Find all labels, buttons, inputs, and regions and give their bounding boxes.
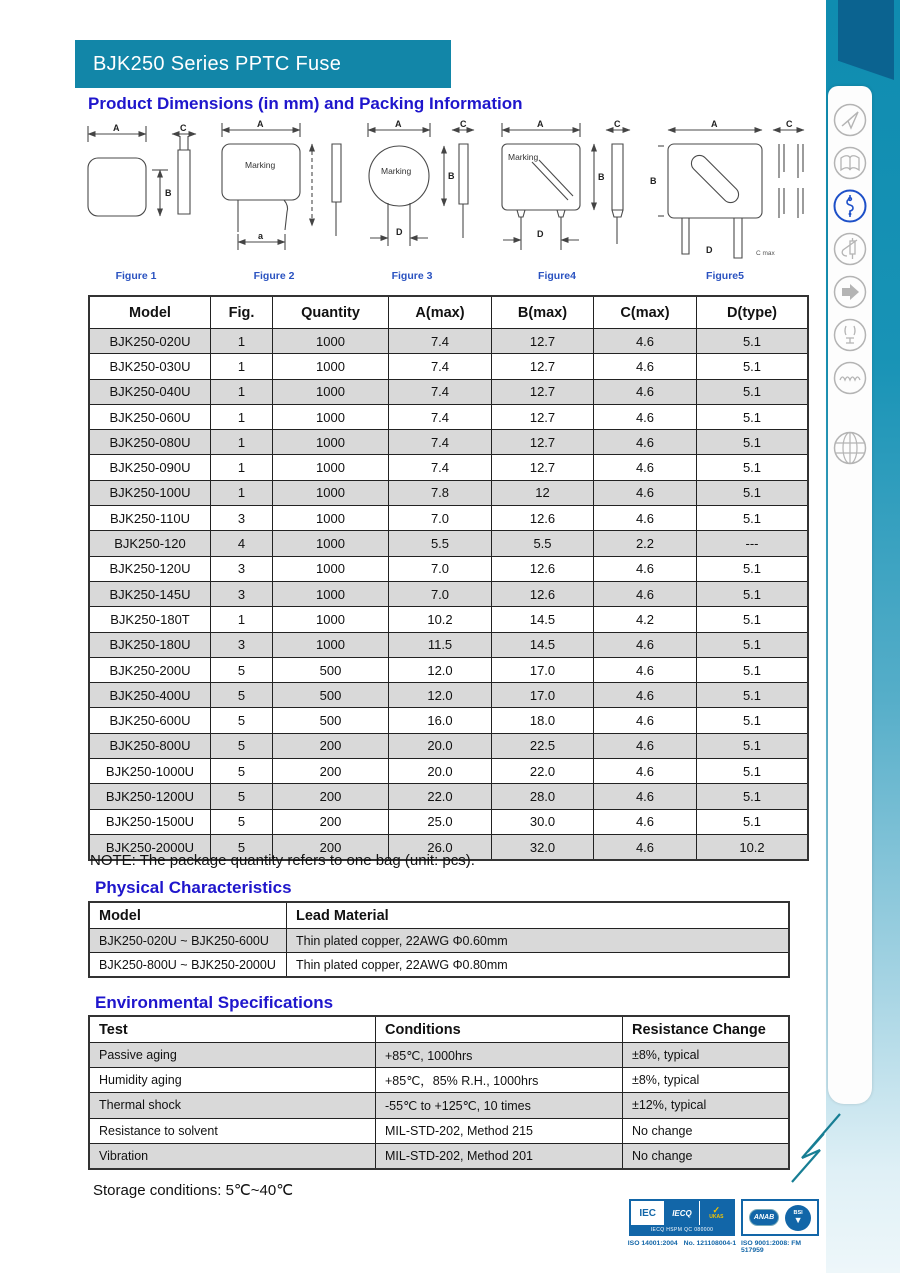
table-cell: 20.0 <box>389 733 492 758</box>
table-cell: 3 <box>211 632 273 657</box>
table-cell: BJK250-180T <box>89 607 211 632</box>
svg-text:a: a <box>258 231 264 241</box>
globe-icon[interactable] <box>833 431 867 465</box>
table-cell: 4.6 <box>594 430 697 455</box>
table-cell: 12.0 <box>389 657 492 682</box>
table-cell: Thermal shock <box>89 1093 376 1118</box>
table-cell: ±8%, typical <box>623 1043 790 1068</box>
sidebar-top-block <box>838 0 894 80</box>
column-header: Lead Material <box>287 902 790 929</box>
table-cell: No change <box>623 1118 790 1143</box>
svg-text:B: B <box>448 171 455 181</box>
table-cell: 22.5 <box>492 733 594 758</box>
column-header: Resistance Change <box>623 1016 790 1043</box>
svg-text:A: A <box>113 123 120 133</box>
table-cell: 10.2 <box>389 607 492 632</box>
table-cell: BJK250-020U ~ BJK250-600U <box>89 929 287 953</box>
table-cell: 18.0 <box>492 708 594 733</box>
table-cell: 3 <box>211 556 273 581</box>
table-row <box>89 1143 789 1169</box>
table-cell: 5.1 <box>697 683 809 708</box>
table-cell: 2.2 <box>594 531 697 556</box>
dimension-figures <box>72 118 812 286</box>
table-cell: BJK250-200U <box>89 657 211 682</box>
figure-4-label: Figure4 <box>538 270 576 282</box>
table-cell: 7.4 <box>389 379 492 404</box>
discharge-tube-icon[interactable] <box>833 318 867 352</box>
table-row <box>89 683 808 708</box>
table-cell: 14.5 <box>492 607 594 632</box>
certification-logos <box>631 1201 733 1225</box>
thermistor-icon[interactable] <box>833 232 867 266</box>
table-cell: BJK250-020U <box>89 329 211 354</box>
svg-text:Marking: Marking <box>508 152 539 162</box>
table-cell: 5 <box>211 784 273 809</box>
table-cell: 1000 <box>273 531 389 556</box>
bsi-logo: BSI ▼ <box>785 1205 811 1231</box>
table-cell: MIL-STD-202, Method 201 <box>376 1143 623 1169</box>
table-cell: 5.1 <box>697 480 809 505</box>
table-cell: 1000 <box>273 455 389 480</box>
table-cell: 5.1 <box>697 354 809 379</box>
table-cell: 5 <box>211 809 273 834</box>
certification-box-right <box>741 1199 819 1236</box>
table-cell: 5.1 <box>697 607 809 632</box>
table-cell: 200 <box>273 784 389 809</box>
table-cell: 7.0 <box>389 506 492 531</box>
figure-2-label: Figure 2 <box>253 270 295 282</box>
header-row <box>89 1016 789 1043</box>
table-cell: 11.5 <box>389 632 492 657</box>
table-row <box>89 455 808 480</box>
figure-2 <box>200 118 348 282</box>
figure-1-drawing <box>72 118 200 268</box>
table-cell: 200 <box>273 834 389 860</box>
table-cell: 5.1 <box>697 708 809 733</box>
table-cell: 4.6 <box>594 354 697 379</box>
table-cell: 1 <box>211 430 273 455</box>
table-cell: 4.6 <box>594 379 697 404</box>
svg-text:D: D <box>537 229 544 239</box>
svg-text:C: C <box>460 119 467 129</box>
svg-text:A: A <box>257 119 264 129</box>
table-cell: 4.6 <box>594 581 697 606</box>
table-cell: 4.6 <box>594 329 697 354</box>
svg-text:A: A <box>395 119 402 129</box>
table-cell: 22.0 <box>492 759 594 784</box>
table-cell: 4.6 <box>594 784 697 809</box>
table-cell: 4.6 <box>594 733 697 758</box>
table-cell: 17.0 <box>492 683 594 708</box>
svg-text:C: C <box>180 123 187 133</box>
table-cell: ±12%, typical <box>623 1093 790 1118</box>
column-header: Quantity <box>273 296 389 329</box>
table-cell: 5.1 <box>697 784 809 809</box>
column-header: C(max) <box>594 296 697 329</box>
packing-info-table <box>88 295 809 861</box>
table-row <box>89 404 808 429</box>
table-cell: 500 <box>273 657 389 682</box>
svg-text:B: B <box>598 172 605 182</box>
table-cell: 5.1 <box>697 759 809 784</box>
table-row <box>89 1068 789 1093</box>
table-cell: 5 <box>211 759 273 784</box>
header-row <box>89 902 789 929</box>
column-header: B(max) <box>492 296 594 329</box>
table-cell: 4.2 <box>594 607 697 632</box>
table-cell: Thin plated copper, 22AWG Φ0.60mm <box>287 929 790 953</box>
figure-3 <box>348 118 476 282</box>
table-cell: 5.1 <box>697 809 809 834</box>
table-row <box>89 480 808 505</box>
table-cell: 12.7 <box>492 354 594 379</box>
table-cell: 7.0 <box>389 556 492 581</box>
table-row <box>89 1043 789 1068</box>
table-cell: 5.1 <box>697 506 809 531</box>
environmental-specifications-table <box>88 1015 790 1170</box>
table-cell: 1000 <box>273 556 389 581</box>
table-row <box>89 809 808 834</box>
table-cell: BJK250-120U <box>89 556 211 581</box>
table-cell: 4.6 <box>594 708 697 733</box>
table-cell: 5.1 <box>697 657 809 682</box>
iecq-logo: IECQ <box>665 1201 699 1225</box>
table-cell: 12.6 <box>492 581 594 606</box>
table-cell: 1 <box>211 455 273 480</box>
table-cell: ±8%, typical <box>623 1068 790 1093</box>
table-cell: 200 <box>273 809 389 834</box>
table-row <box>89 657 808 682</box>
table-cell: 12.7 <box>492 404 594 429</box>
figure-3-label: Figure 3 <box>391 270 433 282</box>
table-cell: 1 <box>211 480 273 505</box>
table-cell: 28.0 <box>492 784 594 809</box>
sidebar-icon-tab <box>828 86 872 1104</box>
table-cell: 7.4 <box>389 430 492 455</box>
table-cell: BJK250-1200U <box>89 784 211 809</box>
table-cell: 5 <box>211 733 273 758</box>
table-cell: 12.0 <box>389 683 492 708</box>
column-header: Conditions <box>376 1016 623 1043</box>
svg-text:A: A <box>711 119 718 129</box>
svg-text:C max: C max <box>756 250 775 257</box>
svg-text:D: D <box>706 245 713 255</box>
header-row <box>89 296 808 329</box>
table-cell: --- <box>697 531 809 556</box>
table-cell: 32.0 <box>492 834 594 860</box>
svg-text:B: B <box>165 188 172 198</box>
table-cell: No change <box>623 1143 790 1169</box>
table-row <box>89 632 808 657</box>
table-cell: 1 <box>211 379 273 404</box>
table-cell: 1000 <box>273 354 389 379</box>
column-header: Model <box>89 296 211 329</box>
storage-conditions: Storage conditions: 5℃~40℃ <box>93 1182 294 1199</box>
table-cell: 500 <box>273 683 389 708</box>
environmental-specifications-heading: Environmental Specifications <box>95 993 334 1012</box>
table-cell: 5 <box>211 834 273 860</box>
figure-5-drawing <box>638 118 812 268</box>
table-cell: 1000 <box>273 480 389 505</box>
table-cell: 200 <box>273 733 389 758</box>
table-cell: Resistance to solvent <box>89 1118 376 1143</box>
table-cell: BJK250-060U <box>89 404 211 429</box>
table-cell: 1 <box>211 404 273 429</box>
table-row <box>89 1093 789 1118</box>
table-row <box>89 733 808 758</box>
table-cell: 4 <box>211 531 273 556</box>
table-row <box>89 556 808 581</box>
table-cell: 1000 <box>273 430 389 455</box>
sidebar-strip <box>826 0 900 1273</box>
table-cell: 4.6 <box>594 759 697 784</box>
svg-text:Marking: Marking <box>381 166 412 176</box>
table-cell: 4.6 <box>594 506 697 531</box>
dimensions-heading: Product Dimensions (in mm) and Packing Information <box>88 94 523 113</box>
ukas-check-icon: ✓ <box>712 1205 721 1215</box>
table-cell: 5 <box>211 683 273 708</box>
table-cell: BJK250-2000U <box>89 834 211 860</box>
table-cell: 30.0 <box>492 809 594 834</box>
table-cell: BJK250-145U <box>89 581 211 606</box>
figure-3-drawing <box>348 118 476 268</box>
svg-text:C: C <box>786 119 793 129</box>
table-row <box>89 581 808 606</box>
table-cell: 12.6 <box>492 556 594 581</box>
figure-1 <box>72 118 200 282</box>
table-cell: 5.1 <box>697 430 809 455</box>
certification-box-left <box>629 1199 735 1236</box>
iso-right-text: ISO 9001:2008: FM 517959 <box>741 1240 802 1254</box>
physical-characteristics-heading: Physical Characteristics <box>95 878 292 897</box>
column-header: Fig. <box>211 296 273 329</box>
svg-text:D: D <box>396 227 403 237</box>
table-cell: 12 <box>492 480 594 505</box>
svg-text:B: B <box>650 176 657 186</box>
table-cell: 4.6 <box>594 632 697 657</box>
svg-text:Marking: Marking <box>245 160 276 170</box>
table-cell: 4.6 <box>594 683 697 708</box>
table-cell: 7.4 <box>389 329 492 354</box>
table-cell: 7.4 <box>389 404 492 429</box>
table-cell: 5.1 <box>697 632 809 657</box>
table-cell: 7.4 <box>389 455 492 480</box>
table-cell: 1000 <box>273 329 389 354</box>
table-cell: BJK250-110U <box>89 506 211 531</box>
table-cell: 7.0 <box>389 581 492 606</box>
table-cell: 1000 <box>273 581 389 606</box>
book-icon[interactable] <box>833 146 867 180</box>
table-cell: 4.6 <box>594 834 697 860</box>
table-cell: 1000 <box>273 404 389 429</box>
table-cell: Passive aging <box>89 1043 376 1068</box>
table-cell: Humidity aging <box>89 1068 376 1093</box>
iecq-band-text: IECQ HSPM QC 080000 <box>631 1225 733 1234</box>
packing-note: NOTE: The package quantity refers to one bag (unit: pcs). <box>90 852 475 869</box>
table-cell: MIL-STD-202, Method 215 <box>376 1118 623 1143</box>
table-cell: +85℃, 1000hrs <box>376 1043 623 1068</box>
table-cell: 22.0 <box>389 784 492 809</box>
table-cell: BJK250-800U <box>89 733 211 758</box>
table-row <box>89 531 808 556</box>
figure-4 <box>476 118 638 282</box>
figure-1-label: Figure 1 <box>115 270 157 282</box>
table-cell: 1 <box>211 607 273 632</box>
table-cell: BJK250-120 <box>89 531 211 556</box>
table-cell: 200 <box>273 759 389 784</box>
table-cell: 12.6 <box>492 506 594 531</box>
table-cell: 25.0 <box>389 809 492 834</box>
ukas-logo: ✓ UKAS <box>700 1201 733 1225</box>
table-cell: 5.1 <box>697 379 809 404</box>
table-cell: 4.6 <box>594 556 697 581</box>
table-cell: 20.0 <box>389 759 492 784</box>
iso-left-text: ISO 14001:2004 No. 121108004-1 <box>627 1240 737 1247</box>
table-cell: 12.7 <box>492 379 594 404</box>
table-cell: BJK250-040U <box>89 379 211 404</box>
table-cell: 500 <box>273 708 389 733</box>
table-cell: 5 <box>211 657 273 682</box>
table-cell: BJK250-800U ~ BJK250-2000U <box>89 953 287 978</box>
table-row <box>89 379 808 404</box>
svg-text:C: C <box>614 119 621 129</box>
table-cell: 5.1 <box>697 404 809 429</box>
table-cell: BJK250-400U <box>89 683 211 708</box>
table-row <box>89 1118 789 1143</box>
arrow-right-icon[interactable] <box>833 275 867 309</box>
figure-4-drawing <box>476 118 638 268</box>
table-cell: 14.5 <box>492 632 594 657</box>
physical-characteristics-table <box>88 901 790 978</box>
table-row <box>89 708 808 733</box>
table-row <box>89 354 808 379</box>
table-cell: BJK250-100U <box>89 480 211 505</box>
table-cell: 16.0 <box>389 708 492 733</box>
column-header: A(max) <box>389 296 492 329</box>
table-cell: Thin plated copper, 22AWG Φ0.80mm <box>287 953 790 978</box>
table-cell: BJK250-080U <box>89 430 211 455</box>
column-header: Test <box>89 1016 376 1043</box>
lightning-decoration <box>788 1112 844 1189</box>
table-cell: 1000 <box>273 379 389 404</box>
table-cell: 5 <box>211 708 273 733</box>
table-cell: BJK250-1000U <box>89 759 211 784</box>
table-cell: BJK250-1500U <box>89 809 211 834</box>
table-cell: 7.4 <box>389 354 492 379</box>
fuse-icon[interactable] <box>833 189 867 223</box>
table-row <box>89 929 789 953</box>
table-cell: Vibration <box>89 1143 376 1169</box>
iec-logo: IEC <box>631 1201 665 1225</box>
table-cell: -55℃ to +125℃, 10 times <box>376 1093 623 1118</box>
table-cell: 5.1 <box>697 455 809 480</box>
table-cell: BJK250-600U <box>89 708 211 733</box>
table-cell: 5.5 <box>389 531 492 556</box>
table-cell: 5.1 <box>697 556 809 581</box>
table-cell: 12.7 <box>492 455 594 480</box>
table-cell: 1000 <box>273 607 389 632</box>
series-title: BJK250 Series PPTC Fuse <box>93 52 342 75</box>
send-icon[interactable] <box>833 103 867 137</box>
table-cell: 3 <box>211 506 273 531</box>
column-header: Model <box>89 902 287 929</box>
table-cell: 4.6 <box>594 480 697 505</box>
table-cell: 3 <box>211 581 273 606</box>
anab-logo: ANAB <box>749 1209 779 1226</box>
figure-5-label: Figure5 <box>706 270 744 282</box>
table-cell: 5.5 <box>492 531 594 556</box>
table-row <box>89 430 808 455</box>
table-cell: +85℃，85% R.H., 1000hrs <box>376 1068 623 1093</box>
inductor-icon[interactable] <box>833 361 867 395</box>
table-row <box>89 759 808 784</box>
table-row <box>89 953 789 978</box>
table-cell: 1 <box>211 329 273 354</box>
table-cell: BJK250-030U <box>89 354 211 379</box>
table-cell: 26.0 <box>389 834 492 860</box>
table-cell: 10.2 <box>697 834 809 860</box>
figure-5 <box>638 118 812 282</box>
table-cell: 1000 <box>273 506 389 531</box>
table-cell: 1 <box>211 354 273 379</box>
table-row <box>89 329 808 354</box>
table-row <box>89 506 808 531</box>
table-cell: 5.1 <box>697 581 809 606</box>
table-cell: 4.6 <box>594 809 697 834</box>
table-cell: 12.7 <box>492 329 594 354</box>
table-cell: 5.1 <box>697 733 809 758</box>
table-cell: 5.1 <box>697 329 809 354</box>
svg-text:A: A <box>537 119 544 129</box>
bsi-triangle-icon: ▼ <box>793 1215 803 1225</box>
table-cell: 4.6 <box>594 455 697 480</box>
table-cell: BJK250-180U <box>89 632 211 657</box>
table-row <box>89 784 808 809</box>
table-cell: 12.7 <box>492 430 594 455</box>
table-cell: 1000 <box>273 632 389 657</box>
table-cell: 4.6 <box>594 657 697 682</box>
table-cell: BJK250-090U <box>89 455 211 480</box>
table-row <box>89 607 808 632</box>
figure-2-drawing <box>200 118 348 268</box>
table-cell: 7.8 <box>389 480 492 505</box>
series-title-banner <box>75 40 451 88</box>
column-header: D(type) <box>697 296 809 329</box>
table-cell: 17.0 <box>492 657 594 682</box>
table-cell: 4.6 <box>594 404 697 429</box>
